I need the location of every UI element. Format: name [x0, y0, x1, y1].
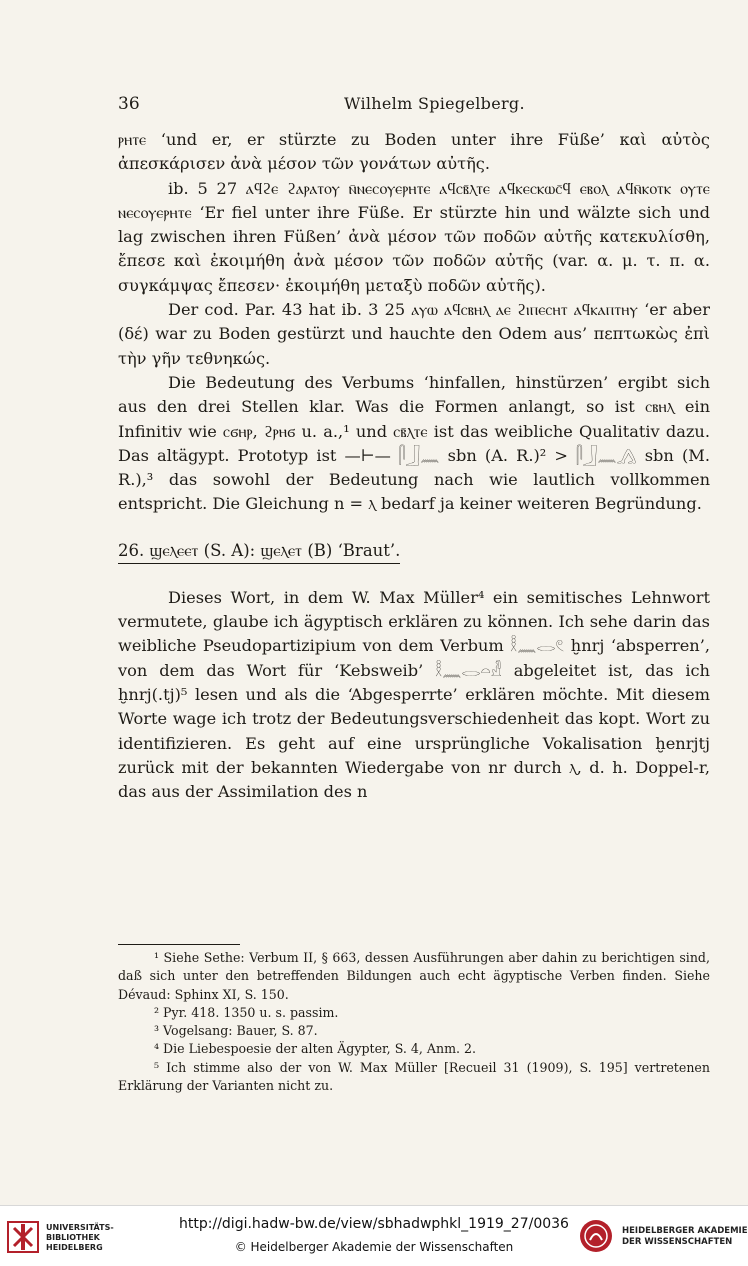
- footnote-rule: [118, 944, 240, 945]
- academy-name: [622, 1226, 748, 1248]
- footnotes: [118, 944, 710, 1095]
- spacer: [118, 564, 710, 586]
- footnote-4: ⁴ Die Liebespoesie der alten Ägypter, S. 4, Anm. 2.: [154, 1041, 477, 1057]
- footnote-5: ⁵ Ich stimme also der von W. Max Müller [Recueil 31 (1909), S. 195] vertretenen Erklärung der Varianten nicht zu.: [118, 1059, 710, 1094]
- university-line-2: BIBLIOTHEK: [46, 1233, 100, 1242]
- section-heading: 26. ϣⲉⲗⲉⲉⲧ (S. A): ϣⲉⲗⲉⲧ (B) ‘Braut’.: [118, 540, 400, 564]
- academy-seal-icon: [578, 1218, 614, 1254]
- running-head: Wilhelm Spiegelberg.: [344, 94, 525, 113]
- paragraph-2: ib. 5 27 ⲁϥϩⲉ ϩⲁⲣⲁⲧⲟⲩ ⲛ̄ⲛⲉⲥⲟⲩⲉⲣⲏⲧⲉ ⲁϥⲥⲃ̄ⲗⲧⲉ ⲁϥⲕⲉⲥⲕⲱⲥ̄ϥ ⲉⲃⲟⲗ ⲁϥⲛ̄ⲕⲟⲧⲕ ⲟⲩⲧⲉ ⲛⲉⲥⲟⲩⲉⲣⲏⲧⲉ ‘Er fiel unter ihre Füße. Er stürzte hin und wälzte sich und lag zwischen ihren Füßen’ ἀνὰ μέσον τῶν ποδῶν αὐτῆς κατεκυλίσθη, ἔπεσε καὶ ἐκοιμήθη ἀνὰ μέσον τῶν ποδῶν αὐτῆς (var. α. μ. τ. π. α. συγκάμψας ἔπεσεν· ἐκοιμήθη μεταξὺ ποδῶν αὐτῆς).: [118, 178, 710, 295]
- academy-line-2: DER WISSENSCHAFTEN: [622, 1237, 733, 1247]
- page-number: 36: [118, 94, 140, 114]
- footnote-1: ¹ Siehe Sethe: Verbum II, § 663, dessen Ausführungen aber dahin zu berichtigen sind, daß sich unter den betreffenden Bildungen auch echt ägyptische Verben finden. Siehe Dévaud: Sphinx XI, S. 150.: [118, 950, 710, 1002]
- academy-line-1: HEIDELBERGER AKADEMIE: [622, 1226, 748, 1236]
- university-line-3: HEIDELBERG: [46, 1243, 103, 1252]
- paragraph-5: Dieses Wort, in dem W. Max Müller⁴ ein semitisches Lehnwort vermutete, glaube ich ägyptisch erklären zu können. Ich sehe darin das weibliche Pseudopartizipium von dem Verbum 𓎛𓈖𓂋𓏲 ḫnrj ‘absperren’, von dem das Wort für ‘Kebsweib’ 𓎛𓈖𓂋𓏏𓁐 abgeleitet ist, das ich ḫnrj(.tj)⁵ lesen und als die ‘Abgesperrte’ erklären möchte. Mit diesem Worte wage ich trotz der Bedeutungsverschiedenheit das kopt. Wort zu identifizieren. Es geht auf eine ursprüngliche Vokalisation ḫenrjtj zurück mit der bekannten Wiedergabe von nr durch ⲗ, d. h. Doppel-r, das aus der Assimilation des n: [118, 587, 710, 802]
- university-line-1: UNIVERSITÄTS-: [46, 1223, 114, 1232]
- paragraph-1: ⲣⲏⲧⲉ ‘und er, er stürzte zu Boden unter ihre Füße’ καὶ αὐτὸς ἀπεσκάρισεν ἀνὰ μέσον τῶν γονάτων αὐτῆς.: [118, 130, 710, 174]
- copyright-notice: © Heidelberger Akademie der Wissenschaften: [234, 1240, 514, 1254]
- page-header: [118, 94, 710, 120]
- paragraph-4: Die Bedeutung des Verbums ‘hinfallen, hinstürzen’ ergibt sich aus den drei Stellen klar. Was die Formen anlangt, so ist ⲥⲃⲏⲗ ein Infinitiv wie ⲥϭⲏⲣ, ϩⲣⲏϭ u. a.,¹ und ⲥⲃ̄ⲗⲧⲉ ist das weibliche Qualitativ dazu. Das altägypt. Prototyp ist —⊢— 𓋴𓃀𓈖 sbn (A. R.)² > 𓋴𓃀𓈖𓂻 sbn (M. R.),³ das sowohl der Bedeutung nach wie lautlich vollkommen entspricht. Die Gleichung n = ⲗ bedarf ja keiner weiteren Begründung.: [118, 372, 710, 514]
- viewer-footer: [0, 1205, 748, 1266]
- permalink-url[interactable]: http://digi.hadw-bw.de/view/sbhadwphkl_1919_27/0036: [179, 1216, 569, 1232]
- footnote-2: ² Pyr. 418. 1350 u. s. passim.: [154, 1004, 339, 1020]
- spacer: [118, 517, 710, 539]
- body-text: [118, 128, 710, 804]
- paragraph-3: Der cod. Par. 43 hat ib. 3 25 ⲁⲩⲱ ⲁϥⲥⲃⲏⲗ ⲁⲉ ϩⲓⲡⲉⲥⲏⲧ ⲁϥⲕⲁⲡⲧⲏⲩ ‘er aber (δέ) war zu Boden gestürzt und hauchte den Odem aus’ πεπτωκὼς ἐπὶ τὴν γῆν τεθνηκώς.: [118, 300, 710, 368]
- footnote-3: ³ Vogelsang: Bauer, S. 87.: [154, 1023, 318, 1039]
